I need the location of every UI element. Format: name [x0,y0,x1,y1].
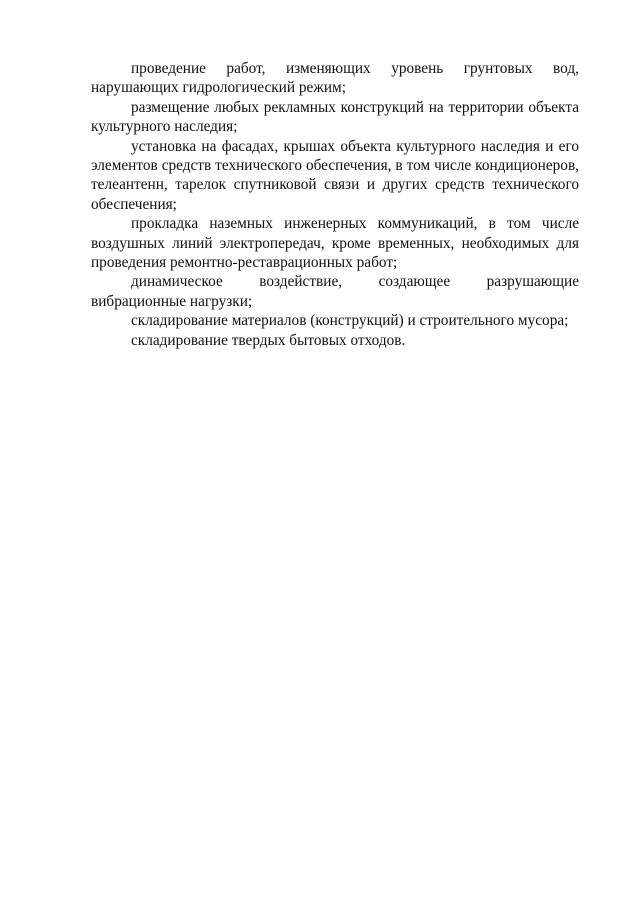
paragraph-utilities: прокладка наземных инженерных коммуникаций, в том числе воздушных линий электропередач, кроме временных, необходимых для проведения ремонтно-реставрационных работ; [91,215,579,272]
paragraph-materials-storage: складирование материалов (конструкций) и строительного мусора; [131,312,569,330]
paragraph-groundwater: проведение работ, изменяющих уровень грунтовых вод, нарушающих гидрологический режим; [91,60,579,97]
paragraph-waste-storage: складирование твердых бытовых отходов. [131,331,406,349]
paragraph-technical-equipment: установка на фасадах, крышах объекта культурного наследия и его элементов средств технического обеспечения, в том числе кондиционеров, телеантенн, тарелок спутниковой связи и других средств технического обеспечения; [91,137,579,213]
restrictions-list [91,59,579,350]
paragraph-advertising: размещение любых рекламных конструкций на территории объекта культурного наследия; [91,98,579,136]
paragraph-vibration: динамическое воздействие, создающее разрушающие вибрационные нагрузки; [91,273,579,310]
